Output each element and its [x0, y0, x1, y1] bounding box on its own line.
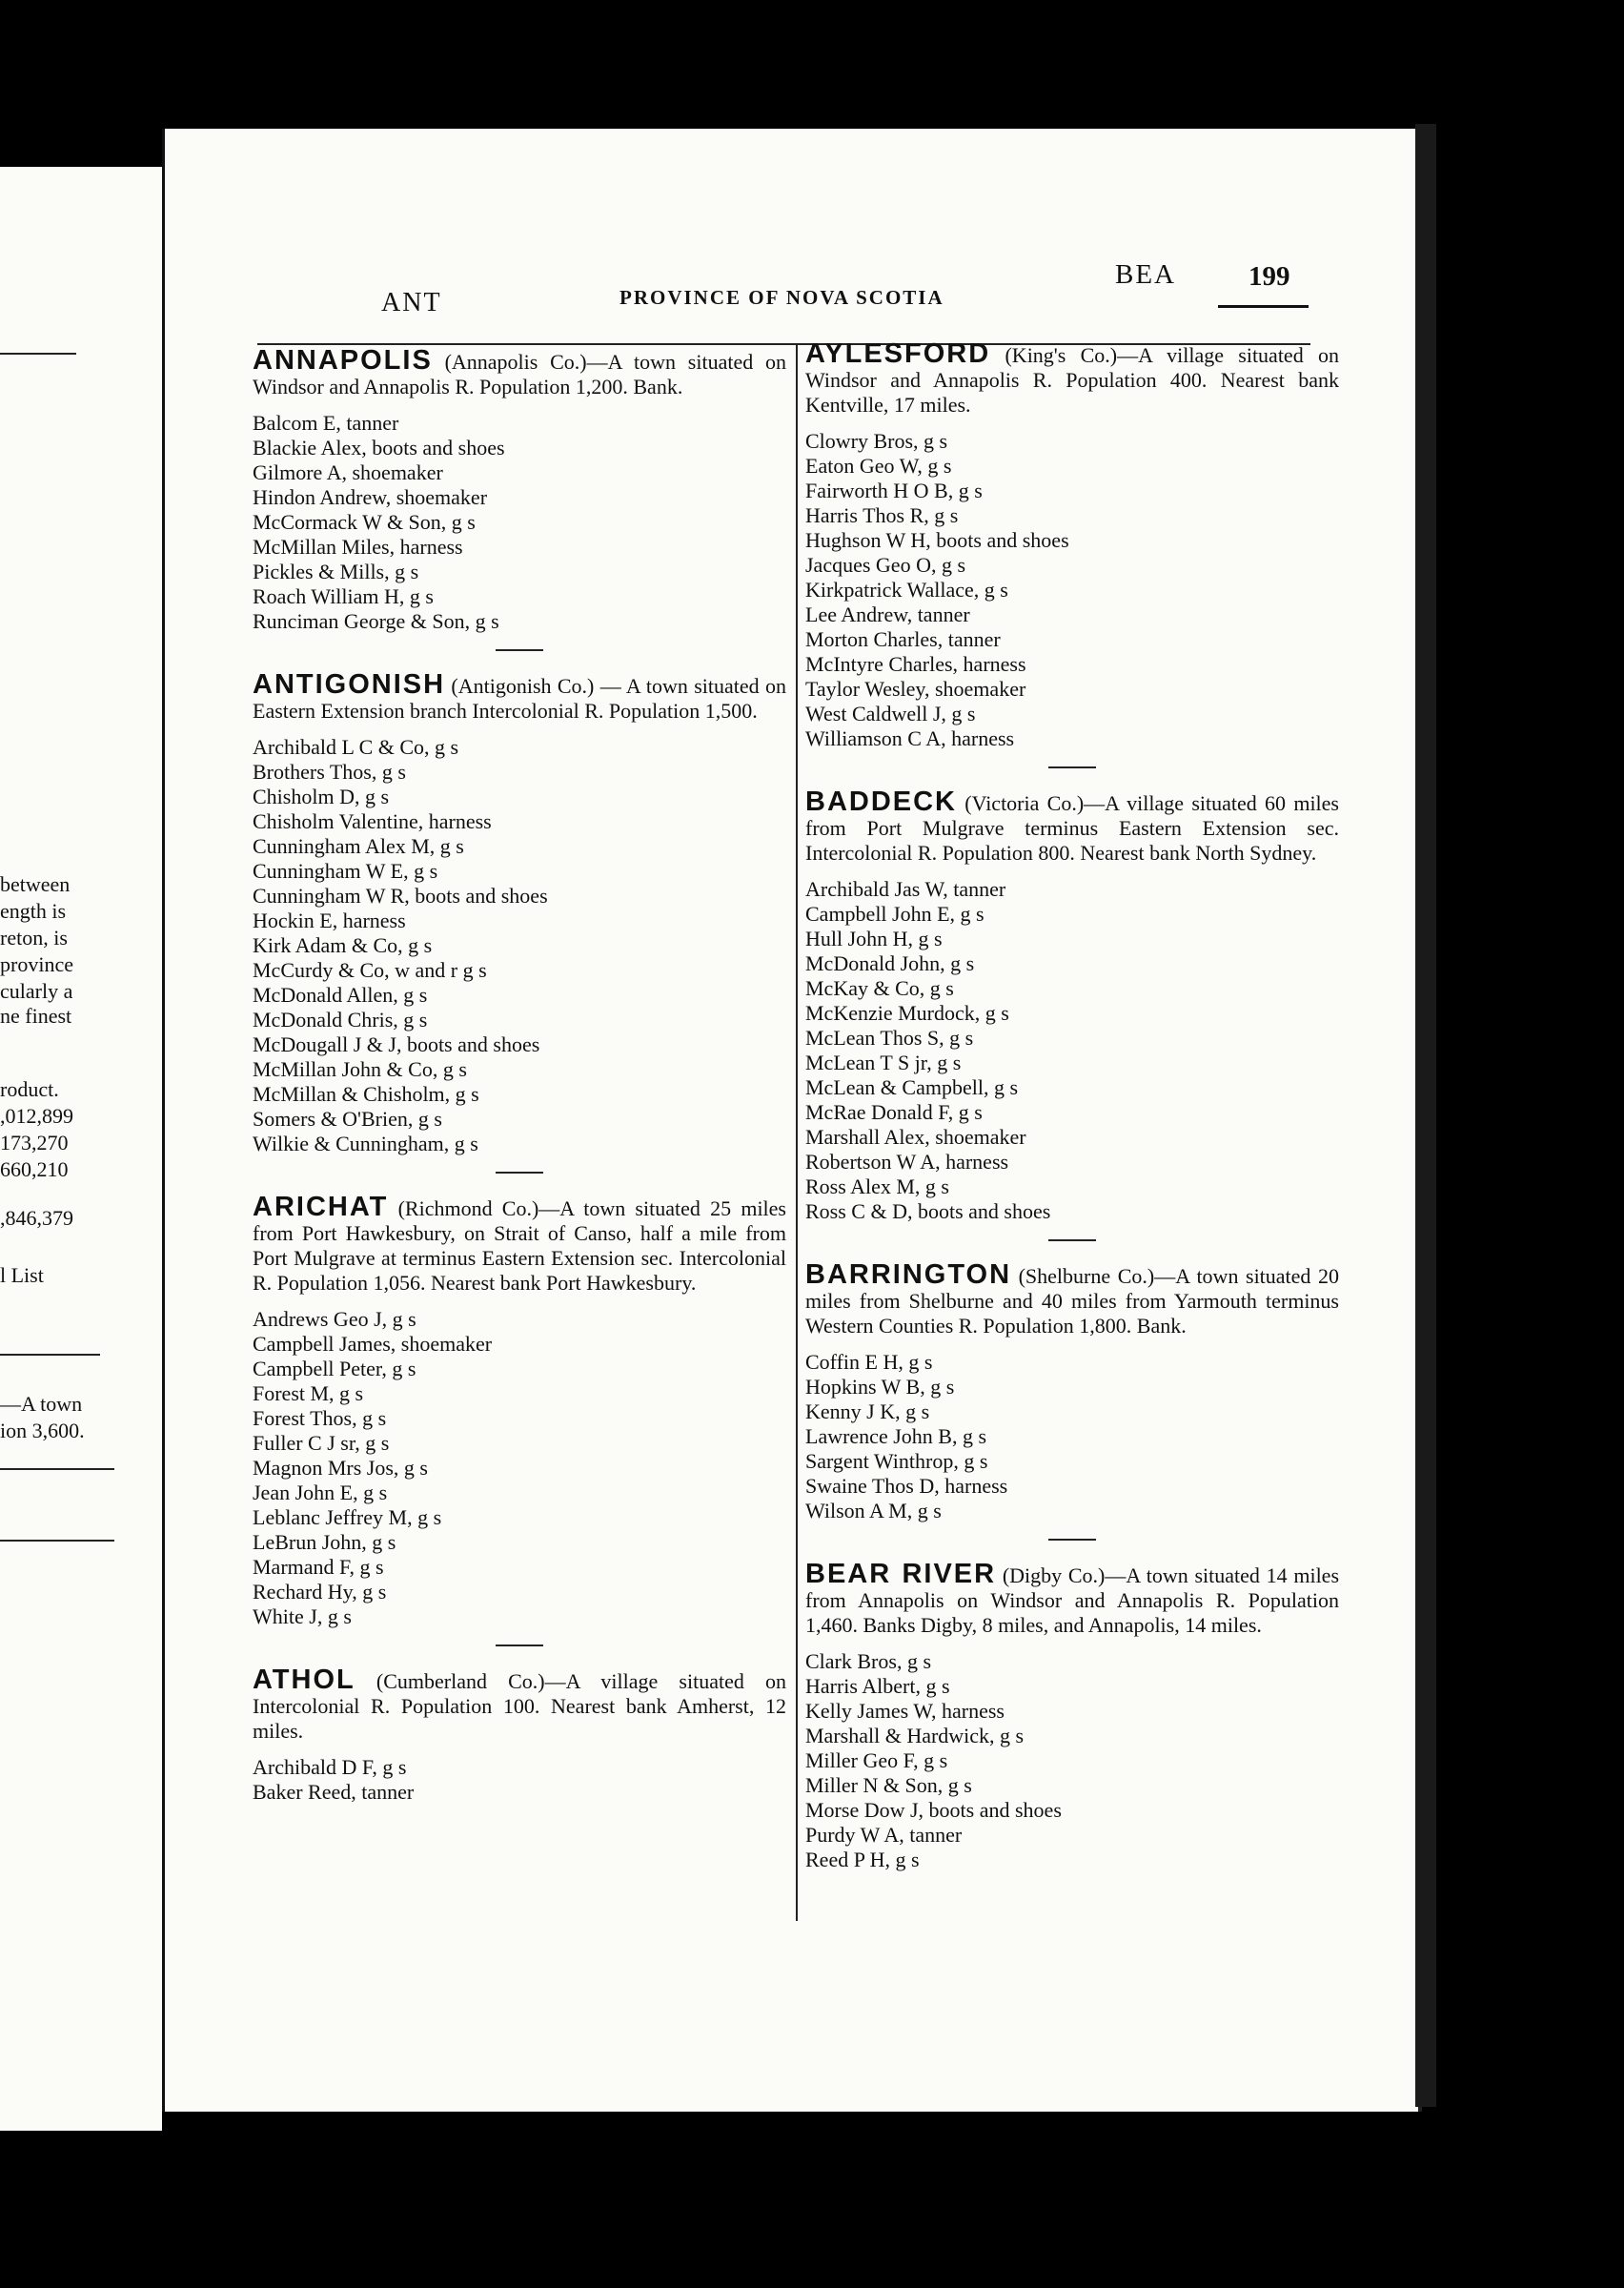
business-listing: Campbell Peter, g s	[253, 1357, 416, 1380]
facing-page-text-line: ,012,899	[0, 1104, 73, 1128]
place-details: (Shelburne Co.)—A town situated 20 miles from Shelburne and 40 miles from Yarmouth terminus Western Counties R. Population 1,800. Bank.	[805, 1264, 1340, 1338]
place-description	[253, 669, 787, 724]
business-listing: Clowry Bros, g s	[805, 429, 948, 453]
business-listing: Gilmore A, shoemaker	[253, 460, 443, 484]
facing-page-text-line: l List	[0, 1263, 44, 1287]
business-listing: Williamson C A, harness	[805, 726, 1015, 750]
business-listing: Chisholm D, g s	[253, 785, 390, 808]
business-listing: McIntyre Charles, harness	[805, 652, 1026, 676]
business-listing: Pickles & Mills, g s	[253, 560, 419, 583]
facing-page-fragment	[0, 167, 162, 2131]
business-listing: Kirk Adam & Co, g s	[253, 933, 433, 957]
business-listing: Hughson W H, boots and shoes	[805, 528, 1069, 552]
business-list	[805, 877, 1339, 1224]
place-entry	[805, 786, 1339, 1224]
business-listing: Hindon Andrew, shoemaker	[253, 485, 488, 509]
facing-page-text-line: roduct.	[0, 1077, 59, 1101]
business-listing: McLean Thos S, g s	[805, 1026, 974, 1050]
business-list	[253, 1755, 786, 1805]
column-right	[805, 338, 1340, 1886]
column-left	[253, 345, 787, 1818]
place-description	[253, 345, 786, 399]
business-listing: Cunningham W E, g s	[253, 859, 438, 883]
business-listing: Roach William H, g s	[253, 584, 434, 608]
facing-page-rule	[0, 1354, 100, 1356]
business-listing: Cunningham Alex M, g s	[253, 834, 464, 858]
business-listing: Hockin E, harness	[253, 909, 406, 932]
page-number-rule	[1218, 305, 1309, 308]
facing-page-text-line: reton, is	[0, 926, 68, 950]
business-listing: McMillan Miles, harness	[253, 535, 463, 559]
business-listing: McKenzie Murdock, g s	[805, 1001, 1009, 1025]
facing-page-text-line: 173,270	[0, 1131, 69, 1154]
business-list	[805, 1350, 1339, 1523]
business-listing: Balcom E, tanner	[253, 411, 399, 435]
facing-page-text-line: ion 3,600.	[0, 1419, 85, 1442]
place-name: ANTIGONISH	[253, 669, 446, 700]
business-listing: McMillan John & Co, g s	[253, 1057, 467, 1081]
place-name: ANNAPOLIS	[253, 345, 433, 376]
entry-separator	[1048, 766, 1096, 768]
business-listing: McDougall J & J, boots and shoes	[253, 1032, 540, 1056]
business-list	[253, 735, 786, 1156]
business-listing: McDonald Chris, g s	[253, 1008, 428, 1032]
business-listing: Clark Bros, g s	[805, 1649, 931, 1673]
entry-separator	[496, 1172, 543, 1174]
business-listing: Campbell John E, g s	[805, 902, 985, 926]
business-listing: Lee Andrew, tanner	[805, 603, 970, 626]
business-listing: Miller N & Son, g s	[805, 1773, 972, 1797]
business-listing: Marshall Alex, shoemaker	[805, 1125, 1026, 1149]
place-details: (Victoria Co.)—A village situated 60 miles from Port Mulgrave terminus Eastern Extension sec. Intercolonial R. Population 800. Nearest bank North Sydney.	[805, 791, 1339, 865]
entry-separator	[1048, 1539, 1096, 1541]
business-listing: Kenny J K, g s	[805, 1399, 930, 1423]
page-number: 199	[1248, 261, 1290, 292]
business-listing: West Caldwell J, g s	[805, 702, 976, 725]
entry-separator	[496, 649, 543, 651]
business-listing: LeBrun John, g s	[253, 1530, 396, 1554]
business-listing: Runciman George & Son, g s	[253, 609, 499, 633]
business-listing: McKay & Co, g s	[805, 976, 954, 1000]
place-name: BARRINGTON	[805, 1259, 1012, 1290]
business-listing: White J, g s	[253, 1604, 352, 1628]
business-listing: Harris Thos R, g s	[805, 503, 959, 527]
business-listing: Hull John H, g s	[805, 927, 943, 950]
business-listing: McRae Donald F, g s	[805, 1100, 983, 1124]
business-listing: Fuller C J sr, g s	[253, 1431, 390, 1455]
business-list	[253, 411, 786, 634]
book-spine	[1415, 124, 1436, 2107]
running-head-title: PROVINCE OF NOVA SCOTIA	[619, 286, 944, 309]
place-description	[805, 1559, 1340, 1638]
business-listing: Robertson W A, harness	[805, 1150, 1009, 1174]
business-list	[253, 1307, 786, 1629]
business-listing: Archibald Jas W, tanner	[805, 877, 1006, 901]
business-listing: Ross C & D, boots and shoes	[805, 1199, 1051, 1223]
business-listing: McDonald John, g s	[805, 951, 975, 975]
facing-page-text-line: —A town	[0, 1392, 83, 1416]
business-listing: Fairworth H O B, g s	[805, 479, 983, 502]
entry-separator	[496, 1644, 543, 1646]
business-list	[805, 429, 1339, 751]
business-listing: Cunningham W R, boots and shoes	[253, 884, 548, 908]
business-listing: Baker Reed, tanner	[253, 1780, 415, 1804]
place-name: ATHOL	[253, 1665, 355, 1695]
place-entry	[805, 1259, 1340, 1523]
place-name: ARICHAT	[253, 1192, 389, 1222]
facing-page-text-line: province	[0, 952, 73, 976]
business-listing: Forest Thos, g s	[253, 1406, 387, 1430]
business-listing: Purdy W A, tanner	[805, 1823, 963, 1847]
business-listing: McLean T S jr, g s	[805, 1051, 962, 1074]
facing-page-text-line: between	[0, 872, 71, 896]
business-listing: McDonald Allen, g s	[253, 983, 428, 1007]
business-listing: Lawrence John B, g s	[805, 1424, 987, 1448]
place-description	[805, 786, 1339, 866]
facing-page-text-line: ,846,379	[0, 1206, 73, 1230]
business-listing: Magnon Mrs Jos, g s	[253, 1456, 428, 1480]
business-listing: Swaine Thos D, harness	[805, 1474, 1008, 1498]
business-listing: Eaton Geo W, g s	[805, 454, 952, 478]
place-name: BEAR RIVER	[805, 1559, 997, 1589]
column-separator	[796, 343, 798, 1921]
place-details: (Annapolis Co.)—A town situated on Windsor and Annapolis R. Population 1,200. Bank.	[253, 350, 786, 398]
business-listing: Chisholm Valentine, harness	[253, 809, 492, 833]
business-listing: Hopkins W B, g s	[805, 1375, 955, 1399]
business-listing: Andrews Geo J, g s	[253, 1307, 416, 1331]
business-listing: Rechard Hy, g s	[253, 1580, 387, 1604]
business-listing: Morton Charles, tanner	[805, 627, 1001, 651]
business-listing: McCurdy & Co, w and r g s	[253, 958, 487, 982]
place-details: (Digby Co.)—A town situated 14 miles from Annapolis on Windsor and Annapolis R. Population 1,460. Banks Digby, 8 miles, and Annapolis, 14 miles.	[805, 1563, 1340, 1637]
business-listing: Campbell James, shoemaker	[253, 1332, 493, 1356]
place-details: (King's Co.)—A village situated on Windsor and Annapolis R. Population 400. Nearest bank Kentville, 17 miles.	[805, 343, 1339, 417]
business-listing: Archibald D F, g s	[253, 1755, 407, 1779]
business-listing: Somers & O'Brien, g s	[253, 1107, 442, 1131]
place-description	[253, 1192, 786, 1296]
business-listing: McLean & Campbell, g s	[805, 1075, 1019, 1099]
place-description	[805, 1259, 1340, 1338]
place-entry	[253, 345, 786, 634]
business-listing: Sargent Winthrop, g s	[805, 1449, 988, 1473]
business-listing: Ross Alex M, g s	[805, 1175, 949, 1198]
place-details: (Richmond Co.)—A town situated 25 miles from Port Hawkesbury, on Strait of Canso, half a mile from Port Mulgrave at terminus Eastern Extension sec. Intercolonial R. Population 1,056. Nearest bank Port Hawkesbury.	[253, 1196, 786, 1295]
business-listing: Marmand F, g s	[253, 1555, 384, 1579]
facing-page-rule	[0, 353, 76, 355]
place-entry	[253, 1192, 786, 1629]
facing-page-text-line: ne finest	[0, 1004, 72, 1028]
facing-page-rule	[0, 1540, 114, 1542]
business-listing: Archibald L C & Co, g s	[253, 735, 459, 759]
entry-separator	[1048, 1239, 1096, 1241]
place-details: (Antigonish Co.) — A town situated on Eastern Extension branch Intercolonial R. Population 1,500.	[253, 674, 787, 723]
place-entry	[805, 1559, 1340, 1872]
running-head-left: ANT	[381, 288, 442, 317]
business-listing: Jacques Geo O, g s	[805, 553, 966, 577]
business-listing: Coffin E H, g s	[805, 1350, 933, 1374]
facing-page-rule	[0, 1468, 114, 1470]
business-listing: Kirkpatrick Wallace, g s	[805, 578, 1008, 602]
business-listing: McMillan & Chisholm, g s	[253, 1082, 479, 1106]
business-listing: Jean John E, g s	[253, 1481, 388, 1504]
business-listing: Leblanc Jeffrey M, g s	[253, 1505, 442, 1529]
facing-page-text-line: 660,210	[0, 1157, 69, 1181]
place-entry	[253, 1667, 786, 1805]
business-listing: Blackie Alex, boots and shoes	[253, 436, 505, 460]
business-listing: Brothers Thos, g s	[253, 760, 406, 784]
business-listing: Marshall & Hardwick, g s	[805, 1724, 1025, 1747]
business-listing: Taylor Wesley, shoemaker	[805, 677, 1026, 701]
running-head-right: BEA	[1115, 259, 1176, 290]
business-listing: Miller Geo F, g s	[805, 1748, 948, 1772]
business-listing: Forest M, g s	[253, 1381, 364, 1405]
place-entry	[805, 338, 1339, 751]
place-name: AYLESFORD	[805, 338, 991, 369]
business-listing: Wilkie & Cunningham, g s	[253, 1132, 478, 1155]
place-details: (Cumberland Co.)—A village situated on Intercolonial R. Population 100. Nearest bank Amherst, 12 miles.	[253, 1669, 786, 1743]
business-list	[805, 1649, 1339, 1872]
place-description	[805, 338, 1339, 418]
facing-page-text-line: cularly a	[0, 979, 73, 1003]
business-listing: Wilson A M, g s	[805, 1499, 942, 1522]
place-description	[253, 1667, 786, 1744]
facing-page-text-line: ength is	[0, 899, 67, 923]
business-listing: Morse Dow J, boots and shoes	[805, 1798, 1062, 1822]
business-listing: McCormack W & Son, g s	[253, 510, 476, 534]
business-listing: Reed P H, g s	[805, 1848, 920, 1871]
business-listing: Kelly James W, harness	[805, 1699, 1005, 1723]
place-name: BADDECK	[805, 786, 957, 817]
business-listing: Harris Albert, g s	[805, 1674, 950, 1698]
place-entry	[253, 669, 787, 1156]
